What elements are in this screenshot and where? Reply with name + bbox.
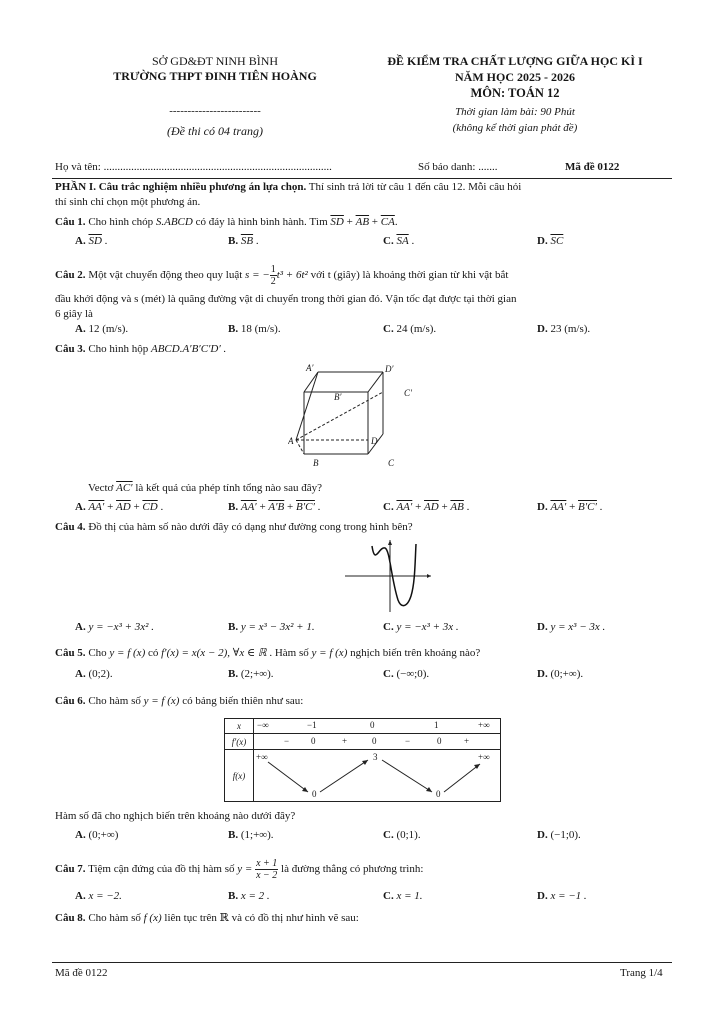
- option-tail: .: [101, 235, 108, 247]
- variation-table: [224, 718, 501, 802]
- arrow-head: [426, 787, 432, 792]
- student-name-line: Họ và tên: ...................................................................................: [55, 161, 332, 173]
- y-axis-arrow: [388, 540, 392, 545]
- q4-label: Câu 4.: [55, 521, 86, 533]
- sign: 0: [311, 736, 316, 746]
- q7-fraction: [255, 858, 278, 881]
- option-text: (0;2).: [85, 668, 113, 680]
- label-d: D: [371, 436, 378, 446]
- q3-prompt-vec: AC′: [116, 482, 133, 494]
- option-vec: AA′: [550, 501, 567, 513]
- q5-label: Câu 5.: [55, 647, 86, 659]
- q4-option-a[interactable]: [75, 621, 154, 633]
- option-text: (1;+∞).: [238, 829, 274, 841]
- option-key: C.: [383, 829, 394, 841]
- option-vec: $\overline{AD}$: [116, 501, 131, 513]
- option-vec: B′C′: [578, 501, 597, 513]
- q1-option-b[interactable]: [228, 235, 259, 247]
- q6-text: Cho hàm số: [85, 695, 144, 707]
- sign: −: [405, 736, 411, 746]
- f-row-label: f(x): [225, 750, 254, 802]
- q3-option-c[interactable]: C. $AA' + \overline{AD} + \overline{AB}$ .: [383, 501, 470, 513]
- q2-text2: với t (giây) là khoảng thời gian từ khi vật bắt: [307, 269, 509, 282]
- q1-plus1: +: [343, 216, 356, 228]
- decrease-arrow: [382, 760, 432, 792]
- cubic-graph-figure: [345, 538, 435, 613]
- option-text: (−∞;0).: [393, 668, 430, 680]
- q1-option-d[interactable]: [537, 235, 563, 247]
- subject: MÔN: TOÁN 12: [470, 86, 560, 100]
- part1-instruction: Thí sinh trả lời từ câu 1 đến câu 12. Mỗi câu hỏi: [306, 181, 522, 193]
- option-tail: .: [408, 235, 415, 247]
- question-1: [55, 216, 398, 228]
- x-value: +∞: [478, 720, 490, 730]
- x-value: −1: [307, 720, 317, 730]
- time-note-2: (không kể thời gian phát đề): [452, 122, 578, 134]
- q2-frac-num: 1: [270, 264, 276, 275]
- q7-frac-num: x + 1: [256, 858, 278, 869]
- question-7: [55, 858, 423, 881]
- parallelepiped-figure: [288, 362, 428, 472]
- option-text: 23 (m/s).: [547, 323, 591, 335]
- option-key: C.: [383, 890, 394, 902]
- increase-arrow: [444, 764, 480, 792]
- x-value: 1: [434, 720, 439, 730]
- q3-prompt: [88, 482, 322, 494]
- q7-text2: là đường thẳng có phương trình:: [278, 863, 424, 876]
- option-key: A.: [75, 501, 86, 513]
- option-text: x = 2 .: [238, 890, 270, 902]
- cubic-curve: [372, 544, 416, 606]
- page-count-note: (Đề thi có 04 trang): [167, 124, 263, 138]
- option-tail: .: [253, 235, 259, 247]
- f-value: +∞: [256, 752, 268, 762]
- q3-prompt-text2: là kết quả của phép tính tổng nào sau đây?: [132, 482, 322, 494]
- q3-prompt-text: Vectơ: [88, 482, 117, 494]
- option-vec: $\overline{SB}$: [240, 235, 254, 247]
- option-key: A.: [75, 235, 86, 247]
- q1-vec2: $\overline{AB}$: [355, 216, 370, 228]
- student-id-line: Số báo danh: .......: [418, 161, 498, 173]
- q4-option-d[interactable]: [537, 621, 605, 633]
- option-key: D.: [537, 621, 548, 633]
- x-value: 0: [370, 720, 375, 730]
- f-value: +∞: [478, 752, 490, 762]
- q7-text: Tiệm cận đứng của đồ thị hàm số: [85, 863, 238, 876]
- option-key: C.: [383, 501, 394, 513]
- q2-formula-a: s = −: [245, 269, 270, 282]
- q5-text: Cho: [85, 647, 110, 659]
- label-b-prime: B′: [334, 392, 342, 402]
- q6-f1: y = f (x): [143, 695, 180, 707]
- part1-instruction-2: thí sinh chỉ chọn một phương án.: [55, 196, 201, 208]
- option-text: x = 1.: [393, 890, 423, 902]
- part1-title: PHẦN I. Câu trắc nghiệm nhiều phương án lựa chọn.: [55, 181, 307, 193]
- option-tail: .: [596, 501, 603, 513]
- footer-page-number: Trang 1/4: [620, 967, 663, 979]
- arrow-head: [362, 760, 368, 765]
- sign: +: [464, 736, 470, 746]
- option-key: D.: [537, 323, 548, 335]
- sign: +: [342, 736, 348, 746]
- q2-formula-b: t³ + 6t²: [276, 269, 308, 282]
- q3-text: Cho hình hộp: [85, 343, 151, 355]
- q1-text2: có đáy là hình bình hành. Tìm: [192, 216, 331, 228]
- q2-line2: đầu khởi động và s (mét) là quãng đường vật di chuyển trong thời gian đó. Vận tốc đạt được tại thời gian: [55, 293, 517, 305]
- q2-option-d[interactable]: [537, 323, 590, 335]
- option-key: B.: [228, 323, 239, 335]
- time-note: Thời gian làm bài: 90 Phút: [455, 106, 575, 118]
- increase-arrow: [320, 760, 368, 792]
- label-c: C: [388, 458, 395, 468]
- footer-rule: [52, 962, 672, 963]
- q7-y-eq: y =: [237, 863, 253, 876]
- q4-option-b[interactable]: [228, 621, 315, 633]
- q1-end: .: [394, 216, 398, 228]
- option-text: y = −x³ + 3x² .: [85, 621, 154, 633]
- q1-plus2: +: [369, 216, 381, 228]
- question-3: [55, 343, 226, 355]
- sign: −: [284, 736, 290, 746]
- q8-f1: f (x): [143, 912, 162, 924]
- q5-option-a[interactable]: [75, 668, 113, 680]
- q7-option-d[interactable]: [537, 890, 587, 902]
- option-vec: AA′: [88, 501, 105, 513]
- option-key: B.: [228, 235, 239, 247]
- edge: [304, 372, 318, 392]
- edge: [368, 372, 383, 392]
- option-key: A.: [75, 668, 86, 680]
- option-text: 12 (m/s).: [85, 323, 129, 335]
- q5-option-b[interactable]: [228, 668, 274, 680]
- school-department: SỞ GD&ĐT NINH BÌNH: [151, 54, 279, 68]
- option-text: 24 (m/s).: [393, 323, 437, 335]
- option-key: D.: [537, 890, 548, 902]
- q1-vec1: $\overline{SD}$: [330, 216, 344, 228]
- q2-option-b[interactable]: [228, 323, 281, 335]
- label-c-prime: C′: [404, 388, 412, 398]
- header-rule: [52, 178, 672, 179]
- q5-f2: f′(x) = x(x − 2), ∀x ∈ ℝ: [161, 647, 267, 659]
- option-text: x = −2.: [85, 890, 122, 902]
- q8-label: Câu 8.: [55, 912, 86, 924]
- q7-option-b[interactable]: [228, 890, 270, 902]
- label-d-prime: D′: [385, 364, 394, 374]
- q5-option-c[interactable]: [383, 668, 429, 680]
- option-tail: .: [314, 501, 321, 513]
- q2-text: Một vật chuyển động theo quy luật: [85, 269, 246, 282]
- q3-option-b[interactable]: B. AA′ + A′B + B′C′ .: [228, 501, 321, 513]
- option-vec: $\overline{AD}$: [424, 501, 439, 513]
- option-vec: B′C′: [296, 501, 315, 513]
- q4-option-c[interactable]: [383, 621, 459, 633]
- q7-frac-den: x − 2: [256, 870, 278, 881]
- option-tail: .: [463, 501, 470, 513]
- sign: 0: [437, 736, 442, 746]
- question-8: [55, 911, 359, 924]
- question-2: [55, 264, 508, 287]
- option-text: (0;+∞).: [547, 668, 584, 680]
- fprime-row-label: f′(x): [225, 734, 254, 750]
- q2-option-a[interactable]: [75, 323, 128, 335]
- school-name: TRƯỜNG THPT ĐINH TIÊN HOÀNG: [113, 69, 317, 83]
- option-vec: A′B: [268, 501, 285, 513]
- q1-option-a[interactable]: [75, 235, 107, 247]
- q3-option-a[interactable]: A. $AA' + \overline{AD} + \overline{CD}$ .: [75, 501, 164, 513]
- q5-f3: y = f (x): [311, 647, 348, 659]
- option-text: y = −x³ + 3x .: [393, 621, 459, 633]
- option-key: A.: [75, 890, 86, 902]
- q2-option-c[interactable]: [383, 323, 436, 335]
- f-row-values: [254, 750, 501, 802]
- option-vec: $\overline{AB}$: [450, 501, 464, 513]
- option-text: (0;1).: [393, 829, 421, 841]
- option-key: C.: [383, 235, 394, 247]
- question-5: [55, 646, 480, 659]
- q8-text: Cho hàm số: [85, 912, 144, 924]
- q3-option-d[interactable]: D. AA′ + B′C′ .: [537, 501, 603, 513]
- q1-text: Cho hình chóp: [85, 216, 156, 228]
- q7-option-c[interactable]: [383, 890, 423, 902]
- q3-label: Câu 3.: [55, 343, 86, 355]
- option-key: C.: [383, 621, 394, 633]
- q1-option-c[interactable]: [383, 235, 414, 247]
- x-value: −∞: [257, 720, 269, 730]
- option-key: D.: [537, 501, 548, 513]
- x-row-label: x: [225, 719, 254, 734]
- q2-fraction: [270, 264, 277, 287]
- option-key: D.: [537, 235, 548, 247]
- question-6: [55, 695, 303, 707]
- exam-title: ĐỀ KIỂM TRA CHẤT LƯỢNG GIỮA HỌC KÌ I: [387, 54, 643, 68]
- q2-label: Câu 2.: [55, 269, 86, 282]
- x-axis-arrow: [427, 574, 431, 578]
- q5-text4: nghịch biến trên khoảng nào?: [347, 647, 481, 659]
- q5-f1: y = f (x): [109, 647, 146, 659]
- option-key: C.: [383, 323, 394, 335]
- option-vec: AA′: [240, 501, 257, 513]
- option-key: B.: [228, 501, 239, 513]
- f-value: 3: [373, 752, 378, 762]
- f-value: 0: [312, 789, 317, 799]
- option-key: B.: [228, 621, 239, 633]
- option-key: B.: [228, 829, 239, 841]
- variation-arrows: [254, 750, 502, 802]
- q4-text: Đồ thị của hàm số nào dưới đây có dạng như đường cong trong hình bên?: [85, 521, 413, 533]
- hidden-edge: [296, 440, 304, 454]
- q6-option-a[interactable]: [75, 829, 118, 841]
- label-a-prime: A′: [306, 363, 314, 373]
- footer-exam-code: Mã đề 0122: [55, 967, 108, 979]
- q6-option-d[interactable]: [537, 829, 581, 841]
- fprime-row-values: [254, 734, 501, 750]
- q5-text2: có: [145, 647, 162, 659]
- option-key: C.: [383, 668, 394, 680]
- q2-line3: 6 giây là: [55, 308, 93, 320]
- question-4: [55, 521, 413, 533]
- q1-label: Câu 1.: [55, 216, 86, 228]
- q2-frac-den: 2: [270, 276, 276, 287]
- q3-shape: ABCD.A′B′C′D′ .: [150, 343, 227, 355]
- option-tail: .: [157, 501, 164, 513]
- option-key: D.: [537, 829, 548, 841]
- decrease-arrow: [268, 762, 308, 792]
- q5-text3: . Hàm số: [266, 647, 312, 659]
- label-a: A: [288, 436, 294, 446]
- q6-option-b[interactable]: [228, 829, 274, 841]
- q7-label: Câu 7.: [55, 863, 86, 876]
- option-vec: $\overline{SA}$: [396, 235, 409, 247]
- q5-option-d[interactable]: [537, 668, 583, 680]
- option-key: B.: [228, 668, 239, 680]
- q1-shape: S.ABCD: [155, 216, 193, 228]
- q6-option-c[interactable]: [383, 829, 421, 841]
- q1-vec3: $\overline{CA}$: [380, 216, 395, 228]
- option-text: (2;+∞).: [238, 668, 274, 680]
- part1-heading: [55, 181, 521, 193]
- q7-option-a[interactable]: [75, 890, 122, 902]
- option-key: D.: [537, 668, 548, 680]
- q6-label: Câu 6.: [55, 695, 86, 707]
- option-text: x = −1 .: [547, 890, 587, 902]
- option-text: (0;+∞): [85, 829, 119, 841]
- option-vec: AA′: [396, 501, 413, 513]
- option-vec: $\overline{SC}$: [550, 235, 564, 247]
- exam-code: Mã đề 0122: [565, 161, 620, 173]
- school-year: NĂM HỌC 2025 - 2026: [455, 70, 575, 84]
- sign: 0: [372, 736, 377, 746]
- option-vec: $\overline{SD}$: [88, 235, 102, 247]
- label-b: B: [313, 458, 319, 468]
- option-text: (−1;0).: [547, 829, 581, 841]
- option-text: 18 (m/s).: [238, 323, 281, 335]
- x-row-values: [254, 719, 501, 734]
- option-key: B.: [228, 890, 239, 902]
- option-text: y = x³ − 3x .: [547, 621, 606, 633]
- option-key: A.: [75, 621, 86, 633]
- option-text: y = x³ − 3x² + 1.: [238, 621, 315, 633]
- q6-question: Hàm số đã cho nghịch biến trên khoảng nào dưới đây?: [55, 810, 296, 822]
- q6-text2: có bảng biến thiên như sau:: [179, 695, 304, 707]
- q8-text2: liên tục trên ℝ và có đồ thị như hình vẽ sau:: [161, 912, 359, 924]
- f-value: 0: [436, 789, 441, 799]
- option-vec: $\overline{CD}$: [142, 501, 158, 513]
- option-key: A.: [75, 829, 86, 841]
- option-key: A.: [75, 323, 86, 335]
- header-dashes: -------------------------: [169, 105, 261, 117]
